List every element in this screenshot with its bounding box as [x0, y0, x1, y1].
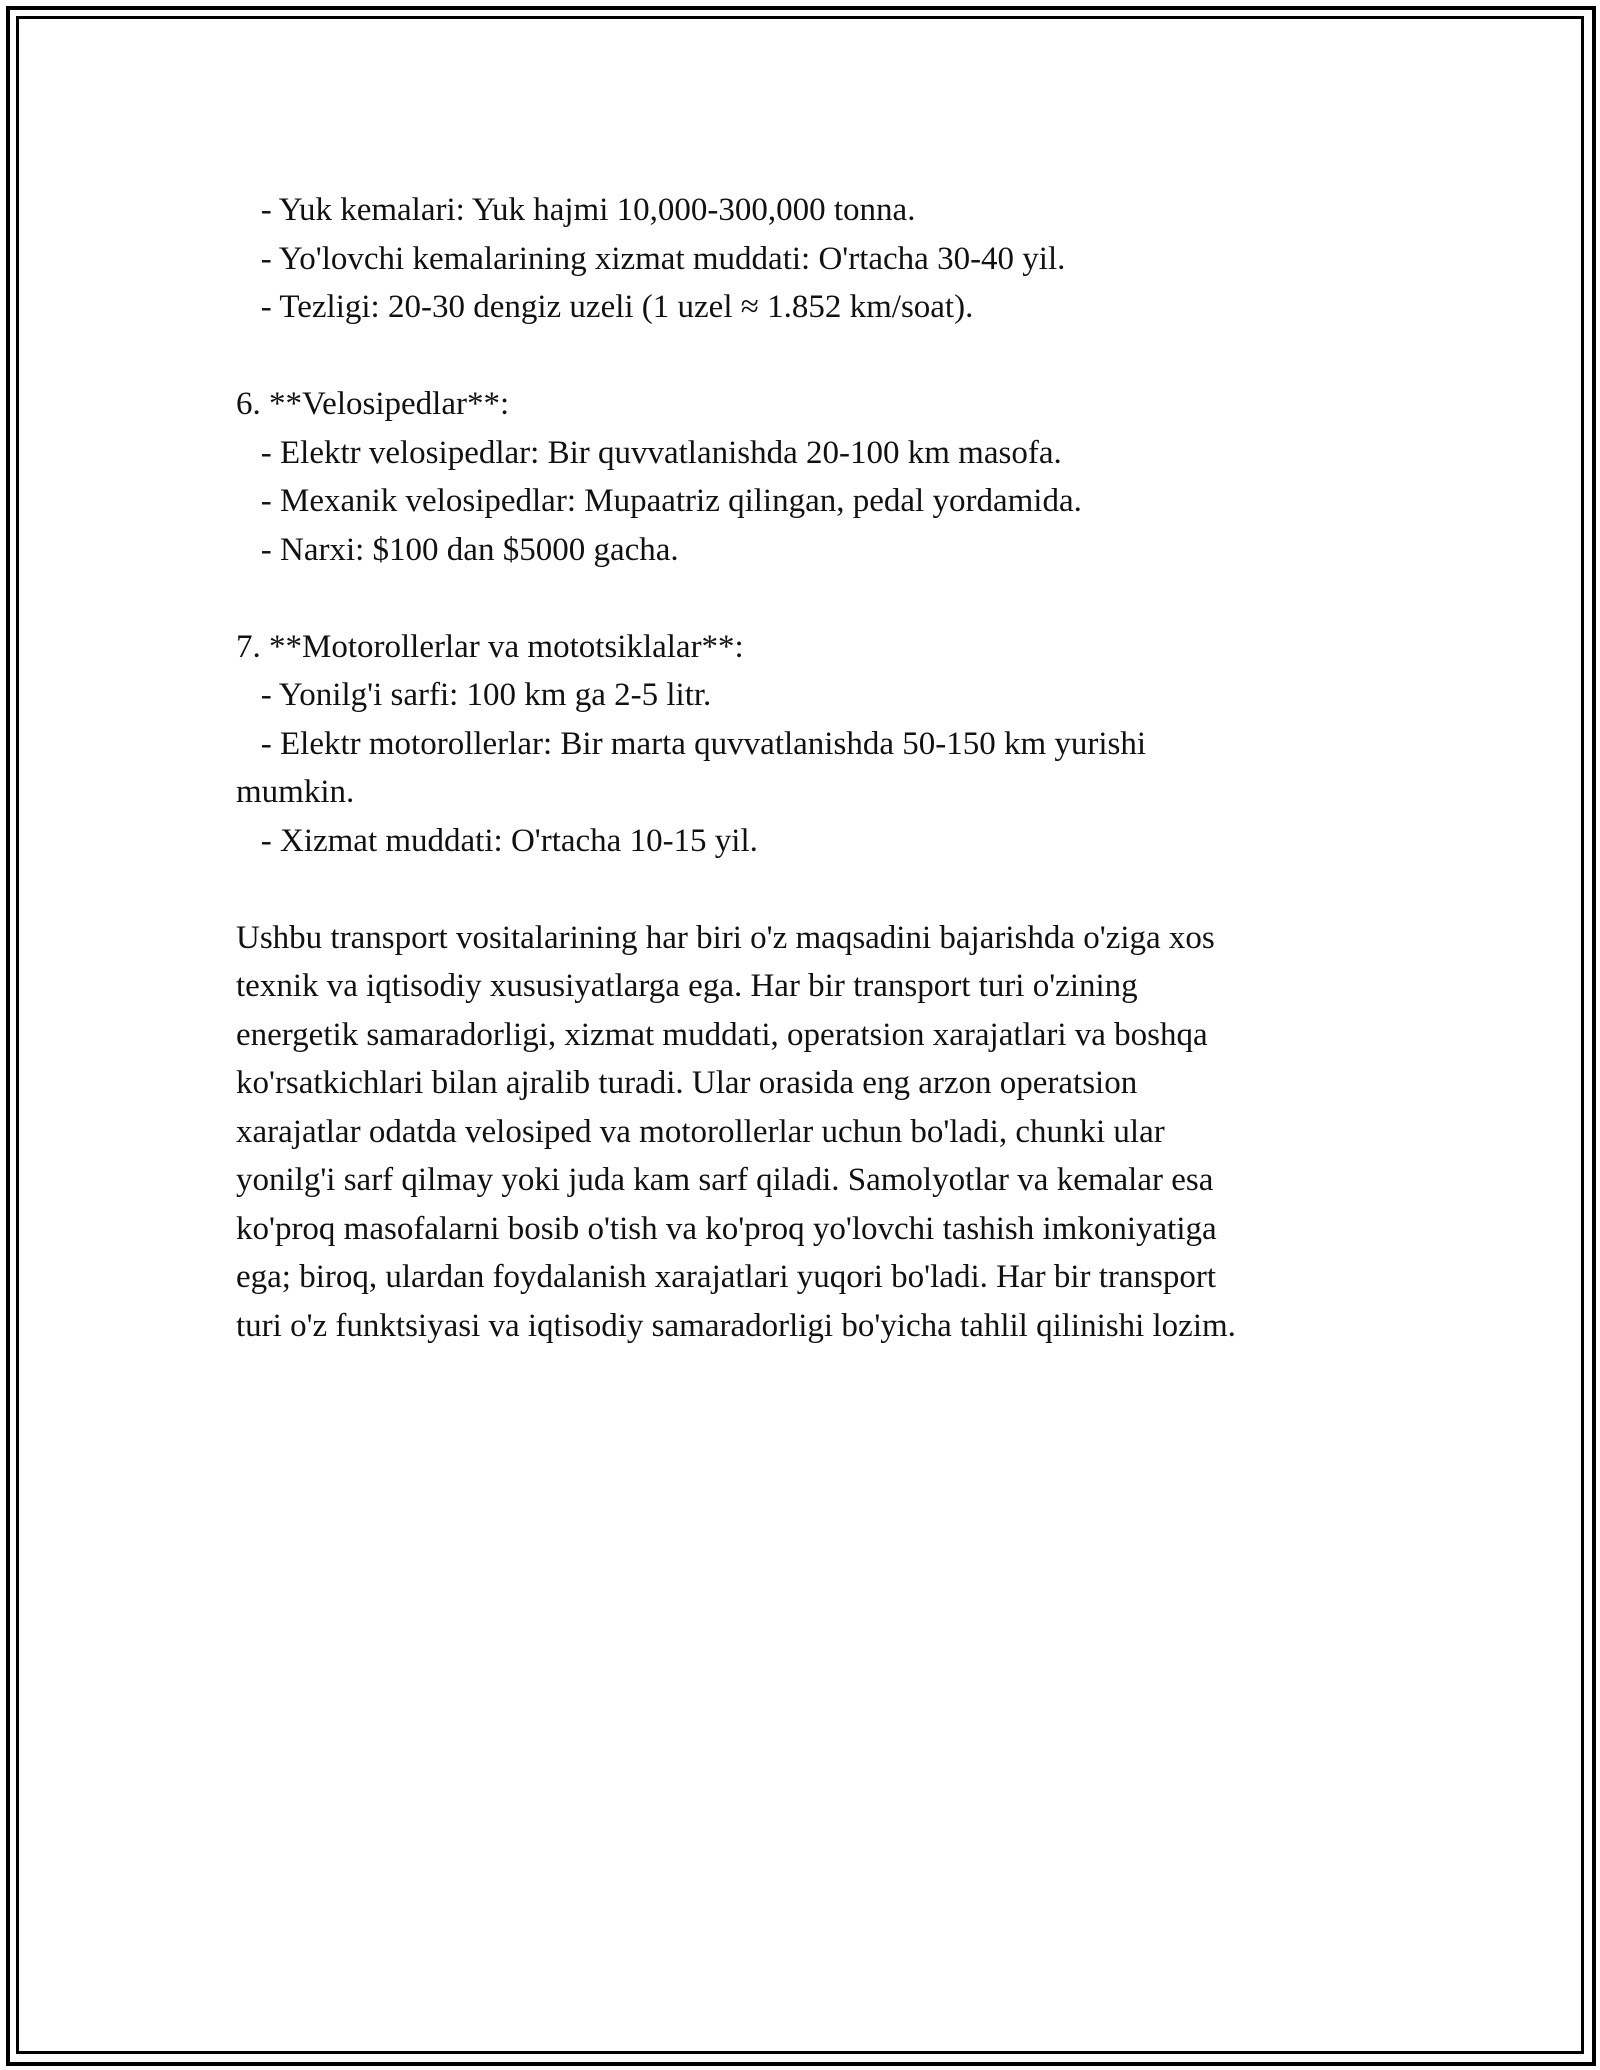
ships-list — [236, 186, 1376, 332]
list-item: - Elektr velosipedlar: Bir quvvatlanishda 20-100 km masofa. — [236, 434, 1062, 471]
paragraph-line: energetik samaradorligi, xizmat muddati, operatsion xarajatlari va boshqa — [236, 1016, 1208, 1053]
list-item: - Narxi: $100 dan $5000 gacha. — [236, 531, 679, 568]
paragraph-line: Ushbu transport vositalarining har biri o'z maqsadini bajarishda o'ziga xos — [236, 919, 1215, 956]
summary-paragraph — [236, 914, 1376, 1351]
paragraph-line: texnik va iqtisodiy xususiyatlarga ega. Har bir transport turi o'zining — [236, 968, 1138, 1004]
paragraph-line: turi o'z funktsiyasi va iqtisodiy samaradorligi bo'yicha tahlil qilinishi lozim. — [236, 1307, 1236, 1344]
paragraph-line: ega; biroq, ulardan foydalanish xarajatlari yuqori bo'ladi. Har bir transport — [236, 1259, 1217, 1295]
spacer — [236, 574, 1376, 623]
section-heading: 6. **Velosipedlar**: — [236, 386, 510, 422]
paragraph-line: ko'proq masofalarni bosib o'tish va ko'proq yo'lovchi tashish imkoniyatiga — [236, 1210, 1217, 1247]
section-heading: 7. **Motorollerlar va mototsiklalar**: — [236, 628, 744, 665]
bicycles-section — [236, 380, 1376, 574]
list-item: - Mexanik velosipedlar: Mupaatriz qilingan, pedal yordamida. — [236, 483, 1082, 519]
list-item: - Elektr motorollerlar: Bir marta quvvatlanishda 50-150 km yurishi — [236, 725, 1147, 762]
list-item: - Xizmat muddati: O'rtacha 10-15 yil. — [236, 822, 758, 859]
document-body — [236, 186, 1376, 1350]
list-item: mumkin. — [236, 774, 355, 810]
spacer — [236, 332, 1376, 381]
list-item: - Yonilg'i sarfi: 100 km ga 2-5 litr. — [236, 677, 712, 713]
list-item: - Yo'lovchi kemalarining xizmat muddati: O'rtacha 30-40 yil. — [236, 240, 1066, 277]
paragraph-line: ko'rsatkichlari bilan ajralib turadi. Ular orasida eng arzon operatsion — [236, 1065, 1138, 1101]
list-item: - Yuk kemalari: Yuk hajmi 10,000-300,000 tonna. — [236, 192, 916, 228]
paragraph-line: xarajatlar odatda velosiped va motorollerlar uchun bo'ladi, chunki ular — [236, 1113, 1165, 1150]
paragraph-line: yonilg'i sarf qilmay yoki juda kam sarf qiladi. Samolyotlar va kemalar esa — [236, 1162, 1214, 1198]
scooters-section — [236, 623, 1376, 866]
list-item: - Tezligi: 20-30 dengiz uzeli (1 uzel ≈ 1.852 km/soat). — [236, 289, 974, 325]
spacer — [236, 865, 1376, 914]
